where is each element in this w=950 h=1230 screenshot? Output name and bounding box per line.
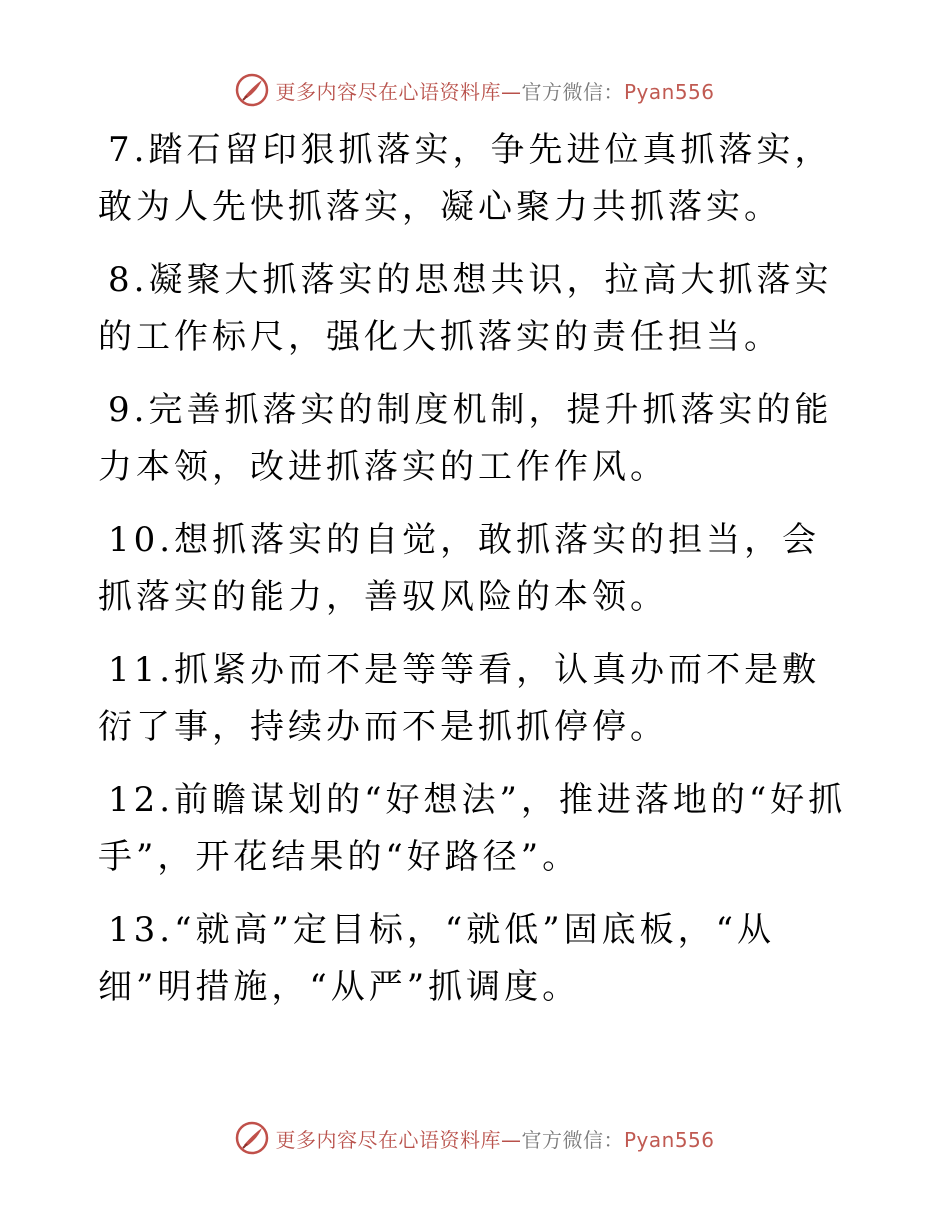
footer-banner-label: 官方微信： (521, 1127, 624, 1152)
list-item: 9.完善抓落实的制度机制，提升抓落实的能力本领，改进抓落实的工作作风。 (98, 390, 833, 487)
list-item: 8.凝聚大抓落实的思想共识，拉高大抓落实的工作标尺，强化大抓落实的责任担当。 (98, 260, 833, 357)
header-banner (0, 70, 950, 110)
header-banner-inner (235, 73, 714, 107)
header-banner-cn: 更多内容尽在心语资料库 (275, 79, 501, 104)
footer-banner-cn: 更多内容尽在心语资料库 (275, 1127, 501, 1152)
footer-banner-inner (235, 1121, 714, 1155)
list-item: 7.踏石留印狠抓落实，争先进位真抓落实，敢为人先快抓落实，凝心聚力共抓落实。 (98, 130, 833, 227)
quill-logo-icon (235, 1121, 269, 1155)
header-banner-text (275, 76, 714, 105)
footer-banner-id: Pyan556 (623, 1127, 715, 1152)
list-item: 10.想抓落实的自觉，敢抓落实的担当，会抓落实的能力，善驭风险的本领。 (98, 520, 821, 617)
header-banner-label: 官方微信： (521, 79, 624, 104)
footer-banner-sep: — (500, 1127, 522, 1152)
header-banner-id: Pyan556 (623, 79, 715, 104)
document-body (98, 122, 858, 1032)
list-item: 11.抓紧办而不是等等看，认真办而不是敷衍了事，持续办而不是抓抓停停。 (98, 650, 821, 747)
header-banner-sep: — (500, 79, 522, 104)
list-item: 13.“就高”定目标，“就低”固底板，“从细”明措施，“从严”抓调度。 (98, 910, 775, 1007)
list-item: 12.前瞻谋划的“好想法”，推进落地的“好抓手”，开花结果的“好路径”。 (98, 780, 847, 877)
quill-logo-icon (235, 73, 269, 107)
footer-banner-text (275, 1124, 714, 1153)
footer-banner (0, 1118, 950, 1158)
